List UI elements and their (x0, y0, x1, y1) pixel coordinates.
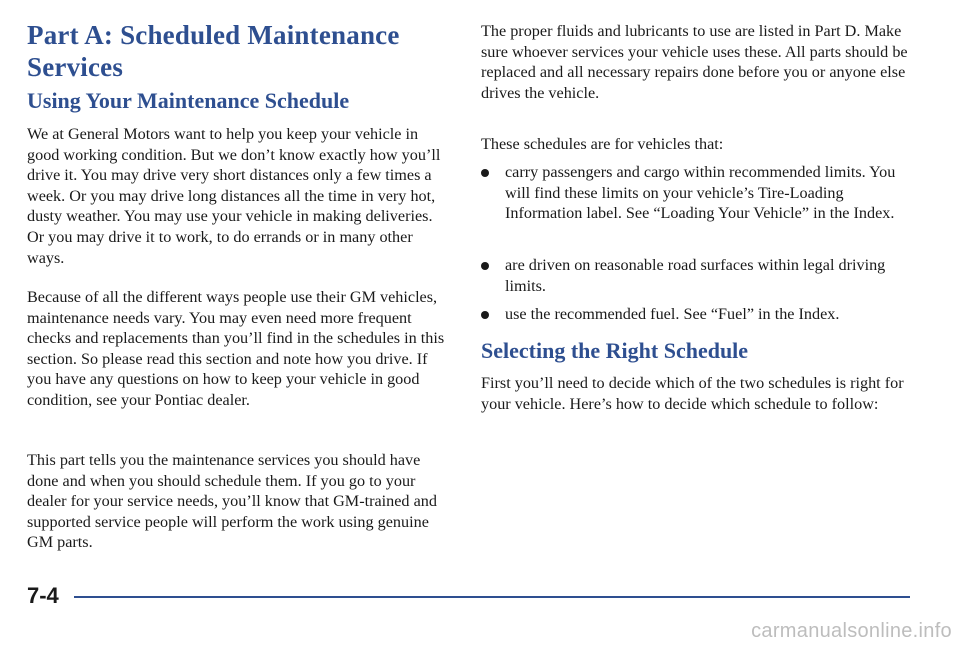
bullet-text: are driven on reasonable road surfaces within legal driving limits. (505, 256, 886, 295)
bullet-text: carry passengers and cargo within recommended limits. You will find these limits on your vehicle’s Tire-Loading Information label. See “Loading Your Vehicle” in the Index. (505, 163, 896, 223)
section-heading-maintenance-schedule: Using Your Maintenance Schedule (27, 88, 350, 113)
page-number: 7-4 (27, 583, 59, 608)
paragraph-selecting-schedule: First you’ll need to decide which of the two schedules is right for your vehicle. Here’s how to decide which schedule to follow: (481, 374, 904, 413)
bullet-dot-icon (481, 262, 489, 270)
paragraph-maintenance-needs: Because of all the different ways people use their GM vehicles, maintenance needs vary. You may even need more frequent checks and replacements than you’ll find in the schedules in this section. So please read this section and note how you drive. If you have any questions on how to keep your vehicle in good condition, see your Pontiac dealer. (27, 288, 445, 409)
paragraph-part-overview: This part tells you the maintenance services you should have done and when you should schedule them. If you go to your dealer for your service needs, you’ll know that GM-trained and supported service people will perform the work using genuine GM parts. (27, 451, 437, 552)
paragraph-schedules-for: These schedules are for vehicles that: (481, 135, 724, 153)
page-title: Part A: Scheduled Maintenance Services (27, 20, 400, 82)
paragraph-fluids: The proper fluids and lubricants to use are listed in Part D. Make sure whoever services your vehicle uses these. All parts should be replaced and all necessary repairs done before you or anyone else drives the vehicle. (481, 22, 908, 102)
watermark: carmanualsonline.info (751, 620, 952, 642)
paragraph-intro: We at General Motors want to help you keep your vehicle in good working condition. But we don’t know exactly how you’ll drive it. You may drive very short distances only a few times a week. Or you may drive long distances all the time in very hot, dusty weather. You may use your vehicle in making deliveries. Or you may drive it to work, to do errands or in many other ways. (27, 125, 441, 267)
bullet-text: use the recommended fuel. See “Fuel” in the Index. (505, 305, 840, 323)
bullet-dot-icon (481, 311, 489, 319)
bullet-dot-icon (481, 169, 489, 177)
footer-divider (74, 596, 910, 598)
section-heading-right-schedule: Selecting the Right Schedule (481, 338, 749, 363)
